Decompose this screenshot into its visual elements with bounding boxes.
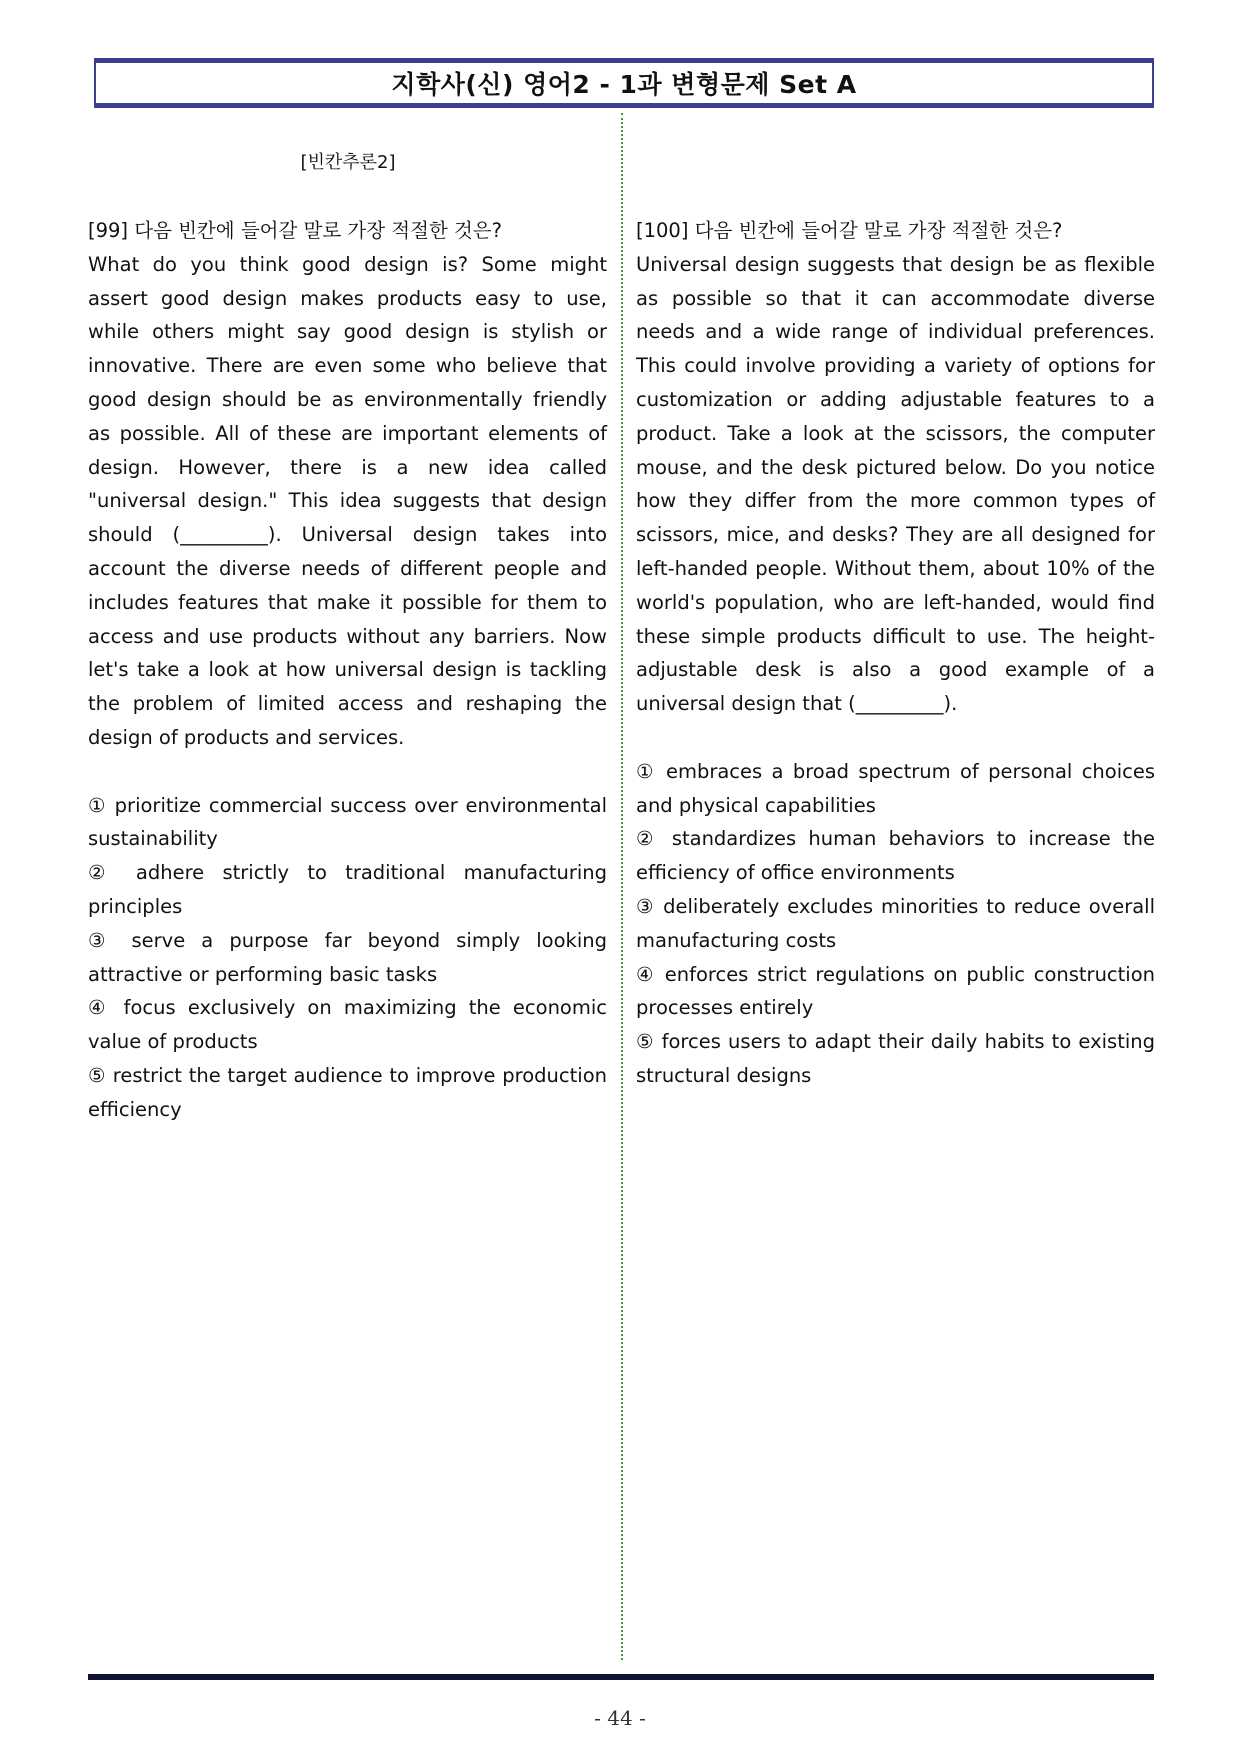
question-100	[636, 214, 1155, 1093]
question-100-passage: Universal design suggests that design be as flexible as possible so that it can accommodate diverse needs and a wide range of individual preferences. This could involve providing a variety of options for customization or adding adjustable features to a product. Take a look at the scissors, the computer mouse, and the desk pictured below. Do you notice how they differ from the more common types of scissors, mice, and desks? They are all designed for left-handed people. Without them, about 10% of the world's population, who are left-handed, would find these simple products difficult to use. The height-adjustable desk is also a good example of a universal design that (_________).	[636, 252, 1155, 716]
question-100-option-5: ⑤ forces users to adapt their daily habits to existing structural designs	[636, 1030, 1155, 1087]
question-100-heading: [100] 다음 빈칸에 들어갈 말로 가장 적절한 것은?	[636, 219, 1063, 242]
question-99-option-2: ② adhere strictly to traditional manufacturing principles	[88, 861, 607, 918]
question-100-option-2: ② standardizes human behaviors to increase the efficiency of office environments	[636, 827, 1155, 885]
column-divider	[621, 113, 623, 1660]
question-99-option-1: ① prioritize commercial success over environmental sustainability	[88, 793, 607, 851]
question-99-option-4: ④ focus exclusively on maximizing the economic value of products	[88, 996, 607, 1054]
question-100-option-3: ③ deliberately excludes minorities to reduce overall manufacturing costs	[636, 894, 1155, 952]
question-100-option-1: ① embraces a broad spectrum of personal choices and physical capabilities	[636, 759, 1155, 817]
question-99	[88, 214, 607, 1127]
question-99-passage: What do you think good design is? Some might assert good design makes products easy to use, while others might say good design is stylish or innovative. There are even some who believe that good design should be as environmentally friendly as possible. All of these are important elements of design. However, there is a new idea called "universal design." This idea suggests that design should (_________). Universal design takes into account the diverse needs of different people and includes features that make it possible for them to access and use products without any barriers. Now let's take a look at how universal design is tackling the problem of limited access and reshaping the design of products and services.	[88, 252, 607, 749]
question-99-option-3: ③ serve a purpose far beyond simply looking attractive or performing basic tasks	[88, 928, 607, 986]
page-title: 지학사(신) 영어2 - 1과 변형문제 Set A	[391, 70, 857, 99]
section-label: [빈칸추론2]	[300, 152, 396, 173]
page-number: - 44 -	[594, 1706, 646, 1730]
question-100-option-4: ④ enforces strict regulations on public construction processes entirely	[636, 962, 1155, 1020]
header-title-box	[94, 58, 1154, 108]
question-99-heading: [99] 다음 빈칸에 들어갈 말로 가장 적절한 것은?	[88, 219, 502, 242]
question-99-option-5: ⑤ restrict the target audience to improve production efficiency	[88, 1063, 607, 1121]
footer-rule	[88, 1674, 1154, 1680]
